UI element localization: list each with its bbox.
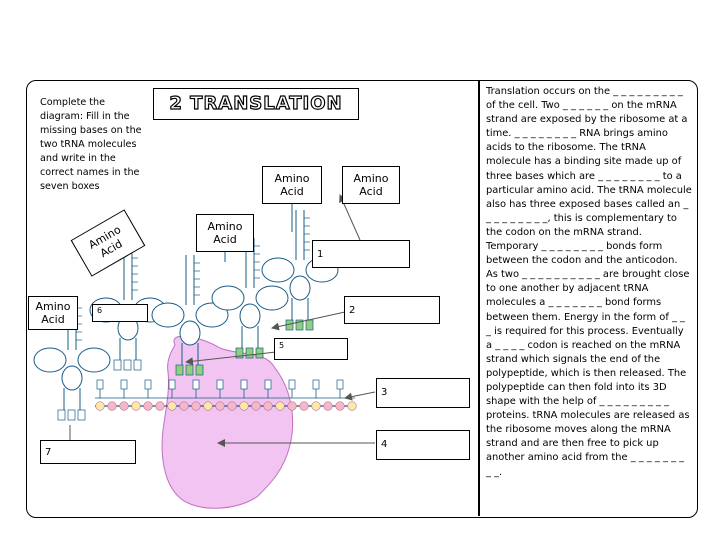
trna-loop-left bbox=[34, 348, 66, 372]
mrna-nucleotide bbox=[312, 402, 321, 411]
trna-loop-right bbox=[256, 286, 288, 310]
mrna-base bbox=[313, 380, 319, 389]
trna-loop-left bbox=[262, 258, 294, 282]
trna-loop-left bbox=[152, 303, 184, 327]
mrna-base bbox=[241, 380, 247, 389]
mrna-base bbox=[193, 380, 199, 389]
mrna-nucleotide bbox=[180, 402, 189, 411]
amino-acid-box-far-left bbox=[28, 296, 78, 330]
mrna-nucleotide bbox=[324, 402, 333, 411]
trna-anticodon-base bbox=[196, 365, 203, 375]
mrna-base bbox=[97, 380, 103, 389]
answer-box-number: 1 bbox=[317, 249, 324, 260]
trna-anticodon-base bbox=[124, 360, 131, 370]
mrna-nucleotide bbox=[300, 402, 309, 411]
mrna-nucleotide bbox=[204, 402, 213, 411]
mrna-nucleotide bbox=[168, 402, 177, 411]
trna-anticodon-base bbox=[186, 365, 193, 375]
mrna-nucleotide bbox=[108, 402, 117, 411]
amino-acid-label: Amino Acid bbox=[274, 172, 310, 198]
answer-box-number: 2 bbox=[349, 305, 356, 316]
mrna-nucleotide bbox=[132, 402, 141, 411]
instructions-text: Complete the diagram: Fill in the missing bases on the two tRNA molecules and write in the correct names in the seven boxes bbox=[40, 97, 142, 192]
trna-anticodon-base bbox=[134, 360, 141, 370]
page-title: 2 TRANSLATION bbox=[169, 93, 343, 114]
trna-right bbox=[262, 210, 338, 330]
mrna-base bbox=[121, 380, 127, 389]
mrna-nucleotide bbox=[348, 402, 357, 411]
mrna-nucleotide bbox=[216, 402, 225, 411]
mrna-base bbox=[217, 380, 223, 389]
amino-acid-box-middle bbox=[196, 214, 254, 252]
mrna-nucleotide bbox=[336, 402, 345, 411]
trna-anticodon-base bbox=[68, 410, 75, 420]
amino-acid-box-top-center bbox=[262, 166, 322, 204]
trna-loop-center bbox=[240, 304, 260, 328]
trna-anticodon-base bbox=[78, 410, 85, 420]
mrna-nucleotide bbox=[156, 402, 165, 411]
answer-box-number: 3 bbox=[381, 387, 388, 398]
mrna-base bbox=[265, 380, 271, 389]
mrna-nucleotide bbox=[228, 402, 237, 411]
trna-anticodon-base bbox=[176, 365, 183, 375]
trna-anticodon-base bbox=[306, 320, 313, 330]
trna-loop-right bbox=[78, 348, 110, 372]
mrna-base bbox=[145, 380, 151, 389]
pointer-arrow-3 bbox=[345, 392, 375, 398]
mrna-base bbox=[169, 380, 175, 389]
mrna-nucleotide bbox=[192, 402, 201, 411]
amino-acid-box-top-right bbox=[342, 166, 400, 204]
answer-box-number: 6 bbox=[97, 306, 103, 315]
amino-acid-label: Amino Acid bbox=[353, 172, 389, 198]
answer-box-6[interactable] bbox=[92, 304, 148, 322]
mrna-base bbox=[337, 380, 343, 389]
answer-box-number: 7 bbox=[45, 447, 52, 458]
mrna-nucleotide bbox=[252, 402, 261, 411]
amino-acid-label: Amino Acid bbox=[207, 220, 243, 246]
mrna-nucleotide bbox=[144, 402, 153, 411]
mrna-nucleotide bbox=[288, 402, 297, 411]
answer-box-7[interactable] bbox=[40, 440, 136, 464]
answer-box-2[interactable] bbox=[344, 296, 440, 324]
trna-loop-center bbox=[62, 366, 82, 390]
mrna-nucleotide bbox=[120, 402, 129, 411]
trna-anticodon-base bbox=[246, 348, 253, 358]
answer-box-3[interactable] bbox=[376, 378, 470, 408]
mrna-nucleotide bbox=[264, 402, 273, 411]
mrna-nucleotide bbox=[240, 402, 249, 411]
answer-box-1[interactable] bbox=[312, 240, 410, 268]
answer-box-number: 5 bbox=[279, 341, 285, 350]
amino-acid-label: Amino Acid bbox=[86, 222, 125, 261]
trna-anticodon-base bbox=[58, 410, 65, 420]
answer-box-4[interactable] bbox=[376, 430, 470, 460]
mrna-base bbox=[289, 380, 295, 389]
mrna-nucleotide bbox=[276, 402, 285, 411]
trna-loop-center bbox=[290, 276, 310, 300]
amino-acid-label: Amino Acid bbox=[35, 300, 71, 326]
mrna-nucleotide bbox=[96, 402, 105, 411]
trna-anticodon-base bbox=[114, 360, 121, 370]
answer-box-5[interactable] bbox=[274, 338, 348, 360]
translation-paragraph: Translation occurs on the _ _ _ _ _ _ _ _ _ of the cell. Two _ _ _ _ _ _ on the mRNA strand are exposed by the ribosome at a time. _ _ _ _ _ _ _ _ RNA brings amino acids to the ribosome. The tRNA molecule has a binding site made up of three bases which are _ _ _ _ _ _ _ _ to a particular amino acid. The tRNA molecule also has three exposed bases called an _ _ _ _ _ _ _ _ _, this is complementary to the codon on the mRNA strand. Temporary _ _ _ _ _ _ _ _ bonds form between the codon and the anticodon. As two _ _ _ _ _ _ _ _ _ _ are brought close to one another by adjacent tRNA molecules a _ _ _ _ _ _ _ bond forms between them. Energy in the form of _ _ _ is required for this process. Eventually a _ _ _ _ codon is reached on the mRNA strand which signals the end of the polypeptide, which is then released. The polypeptide can then fold into its 3D shape with the help of _ _ _ _ _ _ _ _ _ proteins. tRNA molecules are released as the ribosome moves along the mRNA strand and are then free to pick up another amino acid from the _ _ _ _ _ _ _ _ _. bbox=[486, 86, 692, 478]
trna-loop-left bbox=[212, 286, 244, 310]
trna-loop-center bbox=[180, 321, 200, 345]
trna-anticodon-base bbox=[256, 348, 263, 358]
answer-box-number: 4 bbox=[381, 439, 388, 450]
trna-shape bbox=[262, 210, 338, 330]
